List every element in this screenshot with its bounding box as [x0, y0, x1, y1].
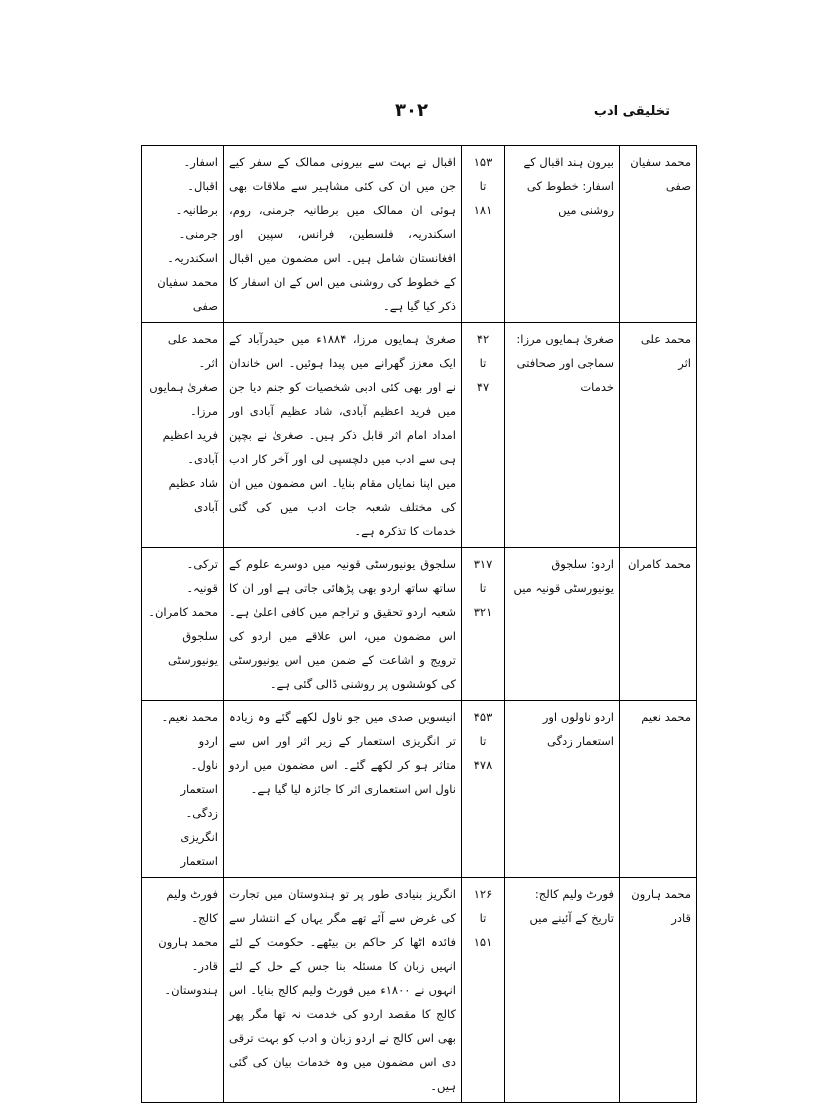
keyword: قونیہ۔: [186, 581, 218, 595]
keyword: فرید اعظیم آبادی۔: [162, 428, 218, 466]
page-header: [145, 100, 670, 130]
author-cell: محمد ہارون قادر: [620, 878, 697, 1103]
keyword: جرمنی۔: [178, 227, 218, 241]
pages-cell: [462, 548, 505, 701]
page-to: تا: [479, 911, 487, 925]
keyword: محمد ہارون قادر۔: [158, 935, 218, 973]
page-end: ۱۸۱: [473, 203, 493, 217]
keyword: محمد نعیم۔اردو: [161, 710, 218, 748]
page-end: ۳۲۱: [473, 605, 493, 619]
page-start: ۴۲: [476, 332, 490, 346]
keyword: اقبال۔برطانیہ۔: [175, 179, 218, 217]
pages-cell: [462, 701, 505, 878]
keyword: سلجوق یونیورسٹی: [168, 629, 218, 667]
keywords-cell: [142, 548, 224, 701]
page-to: تا: [479, 356, 487, 370]
page-end: ۴۷: [476, 380, 490, 394]
running-head: تخلیقی ادب: [593, 104, 670, 119]
title-cell: بیرون ہند اقبال کے اسفار: خطوط کی روشنی میں: [505, 146, 620, 323]
keyword: اسکندریہ۔: [167, 251, 218, 265]
keyword: انگریزی استعمار: [180, 830, 218, 868]
keywords-cell: [142, 146, 224, 323]
title-cell: فورٹ ولیم کالج: تاریخ کے آئینے میں: [505, 878, 620, 1103]
keywords-cell: [142, 878, 224, 1103]
author-cell: محمد نعیم: [620, 701, 697, 878]
keyword: اسفار۔: [183, 155, 218, 169]
keyword: صغریٰ ہمایوں: [149, 380, 218, 394]
table-row: [142, 701, 697, 878]
page-end: ۱۵۱: [473, 935, 493, 949]
keyword: محمد کامران۔: [148, 605, 218, 619]
keywords-cell: [142, 701, 224, 878]
author-cell: محمد سفیان صفی: [620, 146, 697, 323]
table-row: [142, 548, 697, 701]
keyword: محمد سفیان صفی: [157, 275, 218, 313]
index-table: [141, 145, 697, 1103]
table-row: [142, 878, 697, 1103]
page-start: ۳۱۷: [473, 557, 493, 571]
page-number: ۳۰۲: [395, 100, 428, 121]
page-start: ۱۲۶: [473, 887, 493, 901]
page-start: ۱۵۳: [473, 155, 493, 169]
page-start: ۴۵۳: [473, 710, 493, 724]
title-cell: اردو ناولوں اور استعمار زدگی: [505, 701, 620, 878]
keyword: مرزا۔: [190, 404, 218, 418]
keyword: ناول۔: [190, 758, 218, 772]
title-cell: صغریٰ ہمایوں مرزا: سماجی اور صحافتی خدمات: [505, 323, 620, 548]
page-to: تا: [479, 734, 487, 748]
keyword: ترکی۔: [186, 557, 218, 571]
pages-cell: [462, 878, 505, 1103]
page-to: تا: [479, 581, 487, 595]
keyword: محمد علی اثر۔: [167, 332, 218, 370]
author-cell: محمد کامران: [620, 548, 697, 701]
author-cell: محمد علی اثر: [620, 323, 697, 548]
keyword: فورٹ ولیم کالج۔: [166, 887, 218, 925]
summary-cell: انیسویں صدی میں جو ناول لکھے گئے وہ زیادہ تر انگریزی استعمار کے زیر اثر اور اس سے متاثر ہو کر لکھے گئے۔ اس مضمون میں اردو ناول اس استعماری اثر کا جائزہ لیا گیا ہے۔: [224, 701, 462, 878]
summary-cell: سلجوق یونیورسٹی قونیہ میں دوسرے علوم کے ساتھ ساتھ اردو بھی پڑھائی جاتی ہے اور ان کا شعبہ اردو تحقیق و تراجم میں کافی اعلیٰ ہے۔ اس مضمون میں، اس علاقے میں اردو کی ترویج و اشاعت کے ضمن میں اس یونیورسٹی کی کوششوں پر روشنی ڈالی گئی ہے۔: [224, 548, 462, 701]
summary-cell: اقبال نے بہت سے بیرونی ممالک کے سفر کیے جن میں ان کی کئی مشاہیر سے ملاقات بھی ہوئی ان ممالک میں برطانیہ جرمنی، روم، اسکندریہ، فلسطین، فرانس، سپین اور افغانستان شامل ہیں۔ اس مضمون میں اقبال کے خطوط کی روشنی میں اس کے ان اسفار کا ذکر کیا گیا ہے۔: [224, 146, 462, 323]
pages-cell: [462, 146, 505, 323]
keyword: استعمار زدگی۔: [180, 782, 218, 820]
page-to: تا: [479, 179, 487, 193]
keywords-cell: [142, 323, 224, 548]
title-cell: اردو: سلجوق یونیورسٹی قونیہ میں: [505, 548, 620, 701]
pages-cell: [462, 323, 505, 548]
table-row: [142, 146, 697, 323]
summary-cell: انگریز بنیادی طور پر تو ہندوستان میں تجارت کی غرض سے آئے تھے مگر یہاں کے انتشار سے فائدہ اٹھا کر حاکم بن بیٹھے۔ حکومت کے لئے انہیں زبان کا مسئلہ بنا جس کے حل کے لئے انہوں نے ۱۸۰۰ء میں فورٹ ولیم کالج بنایا۔ اس کالج کا مقصد اردو کی خدمت نہ تھا مگر پھر بھی اس کالج نے اردو زبان و ادب کو بہت ترقی دی اس مضمون میں وہ خدمات بیان کی گئی ہیں۔: [224, 878, 462, 1103]
table-row: [142, 323, 697, 548]
page-end: ۴۷۸: [473, 758, 493, 772]
keyword: شاد عظیم آبادی: [168, 476, 218, 514]
summary-cell: صغریٰ ہمایوں مرزا، ۱۸۸۴ء میں حیدرآباد کے ایک معزز گھرانے میں پیدا ہوئیں۔ اس خاندان نے اور بھی کئی ادبی شخصیات کو جنم دیا جن میں فرید اعظیم آبادی، شاد عظیم آبادی اور امداد امام اثر قابل ذکر ہیں۔ صغریٰ نے بچپن ہی سے ادب میں دلچسپی لی اور آخر کار ادب میں اپنا نمایاں مقام بنایا۔ اس مضمون میں ان کی مختلف شعبہ جات ادب میں کی گئی خدمات کا تذکرہ ہے۔: [224, 323, 462, 548]
keyword: ہندوستان۔: [164, 983, 218, 997]
